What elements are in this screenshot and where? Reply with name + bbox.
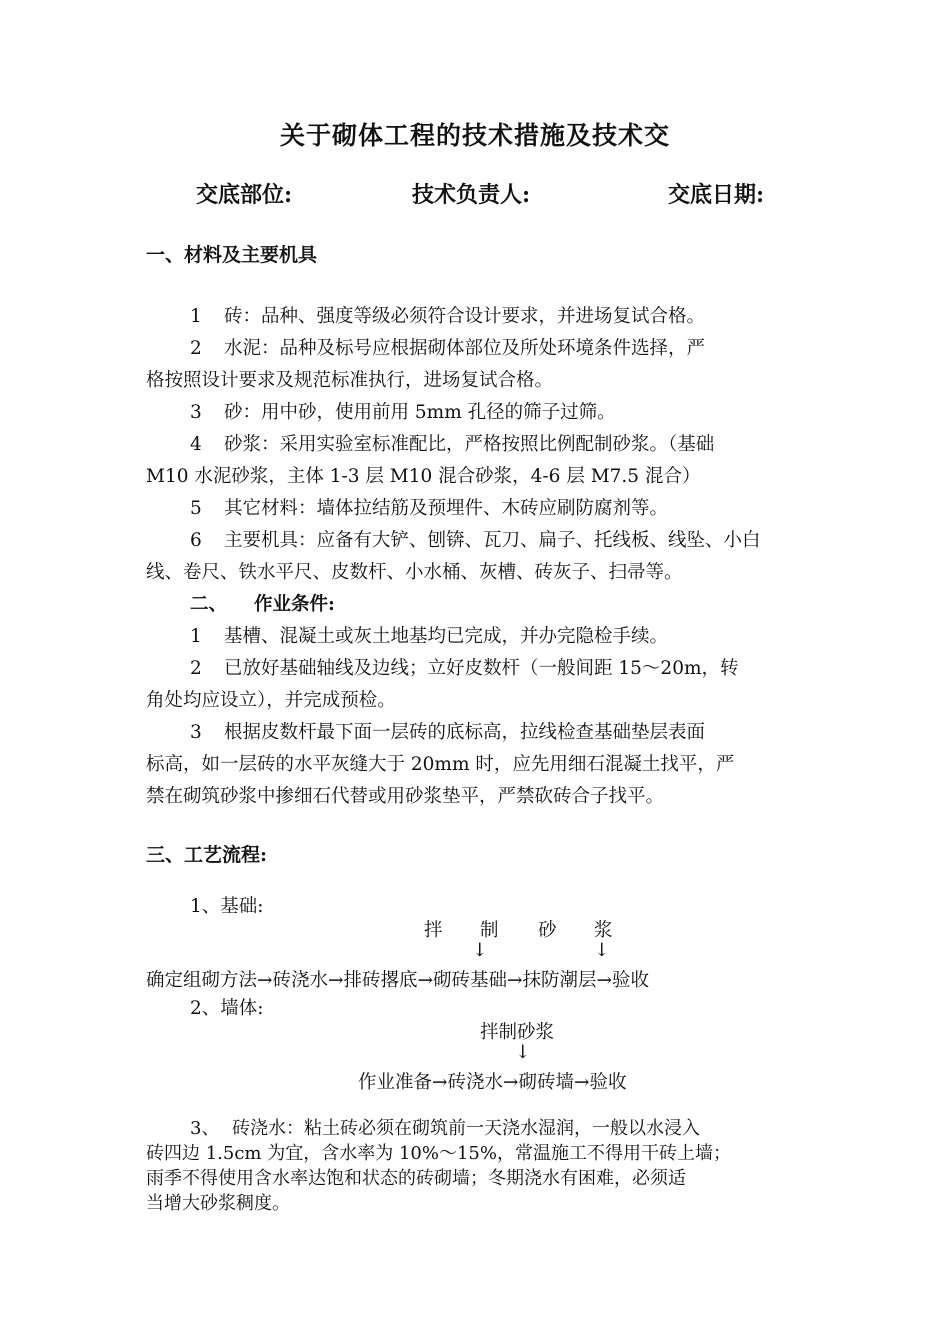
s1-item5-text: 其它材料：墙体拉结筋及预埋件、木砖应刷防腐剂等。 xyxy=(224,498,669,519)
s1-item4-line2: M10 水泥砂浆，主体 1-3 层 M10 混合砂浆，4-6 层 M7.5 混合） xyxy=(146,466,701,487)
s1-item6-text1: 主要机具：应备有大铲、刨锛、瓦刀、扁子、托线板、线坠、小白 xyxy=(224,530,761,551)
s2-item2-text1: 已放好基础轴线及边线；立好皮数杆（一般间距 15～20m，转 xyxy=(224,658,739,679)
s2-item3-text1: 根据皮数杆最下面一层砖的底标高，拉线检查基础垫层表面 xyxy=(224,722,706,743)
foundation-arrow-down-2: ↓ xyxy=(594,940,610,961)
foundation-arrow-down-1: ↓ xyxy=(472,940,488,961)
s1-item4-text1: 砂浆：采用实验室标准配比，严格按照比例配制砂浆。（基础 xyxy=(224,434,715,455)
wall-flow: 作业准备→砖浇水→砌砖墙→验收 xyxy=(358,1072,627,1093)
s1-item4-line1 xyxy=(190,436,714,455)
s2-item1-num: 1 xyxy=(190,626,202,647)
s1-item2-line2: 格按照设计要求及规范标准执行，进场复试合格。 xyxy=(146,370,554,391)
s1-item2-line1 xyxy=(190,340,705,359)
s1-item2-text1: 水泥：品种及标号应根据砌体部位及所处环境条件选择，严 xyxy=(224,338,706,359)
wall-label: 2、墙体: xyxy=(190,998,264,1019)
s2-item3-line1 xyxy=(190,724,705,743)
meta-date: 交底日期: xyxy=(668,182,765,208)
foundation-top-4: 浆 xyxy=(594,920,613,941)
foundation-flow: 确定组砌方法→砖浇水→排砖撂底→砌砖基础→抹防潮层→验收 xyxy=(146,970,650,991)
foundation-top-2: 制 xyxy=(480,920,499,941)
s1-item1-num: 1 xyxy=(190,306,202,327)
s2-item1-text: 基槽、混凝土或灰土地基均已完成，并办完隐检手续。 xyxy=(224,626,669,647)
section2-heading-text: 作业条件: xyxy=(254,594,335,615)
s1-item6-num: 6 xyxy=(190,530,202,551)
section3-heading: 三、工艺流程: xyxy=(146,844,268,866)
s1-item3-line1 xyxy=(190,404,616,423)
s3-item3-line4: 当增大砂浆稠度。 xyxy=(146,1193,290,1214)
s1-item4-num: 4 xyxy=(190,434,202,455)
s3-item3-text1: 砖浇水：粘土砖必须在砌筑前一天浇水湿润，一般以水浸入 xyxy=(232,1118,700,1139)
s3-item3-line2: 砖四边 1.5cm 为宜，含水率为 10%～15%，常温施工不得用干砖上墙； xyxy=(146,1143,731,1164)
foundation-label: 1、基础: xyxy=(190,896,264,917)
document-title: 关于砌体工程的技术措施及技术交 xyxy=(279,121,670,150)
s1-item5-num: 5 xyxy=(190,498,202,519)
s1-item6-line2: 线、卷尺、铁水平尺、皮数杆、小水桶、灰槽、砖灰子、扫帚等。 xyxy=(146,562,683,583)
wall-arrow-down: ↓ xyxy=(515,1042,531,1063)
s2-item2-line2: 角处均应设立），并完成预检。 xyxy=(146,690,396,711)
section2-heading xyxy=(190,596,335,615)
s2-item2-line1 xyxy=(190,660,739,679)
meta-location: 交底部位: xyxy=(196,182,293,208)
s2-item3-line3: 禁在砌筑砂浆中掺细石代替或用砂浆垫平，严禁砍砖合子找平。 xyxy=(146,786,665,807)
s2-item3-num: 3 xyxy=(190,722,202,743)
s1-item1-line1 xyxy=(190,308,705,327)
s1-item5-line1 xyxy=(190,500,668,519)
meta-tech-lead: 技术负责人: xyxy=(412,182,531,208)
s2-item1-line1 xyxy=(190,628,668,647)
wall-top: 拌制砂浆 xyxy=(480,1022,555,1043)
s1-item3-text: 砂：用中砂，使用前用 5mm 孔径的筛子过筛。 xyxy=(224,402,616,423)
s3-item3-num: 3、 xyxy=(190,1118,220,1139)
s3-item3-line3: 雨季不得使用含水率达饱和状态的砖砌墙；冬期浇水有困难，必须适 xyxy=(146,1168,686,1189)
foundation-top-1: 拌 xyxy=(424,920,443,941)
s2-item3-line2: 标高，如一层砖的水平灰缝大于 20mm 时，应先用细石混凝土找平，严 xyxy=(146,754,735,775)
foundation-top-3: 砂 xyxy=(538,920,557,941)
section2-heading-num: 二、 xyxy=(190,594,228,615)
section1-heading: 一、材料及主要机具 xyxy=(146,244,318,266)
s2-item2-num: 2 xyxy=(190,658,202,679)
s1-item2-num: 2 xyxy=(190,338,202,359)
s3-item3-line1 xyxy=(190,1120,700,1138)
s1-item1-text: 砖：品种、强度等级必须符合设计要求，并进场复试合格。 xyxy=(224,306,706,327)
s1-item3-num: 3 xyxy=(190,402,202,423)
s1-item6-line1 xyxy=(190,532,761,551)
